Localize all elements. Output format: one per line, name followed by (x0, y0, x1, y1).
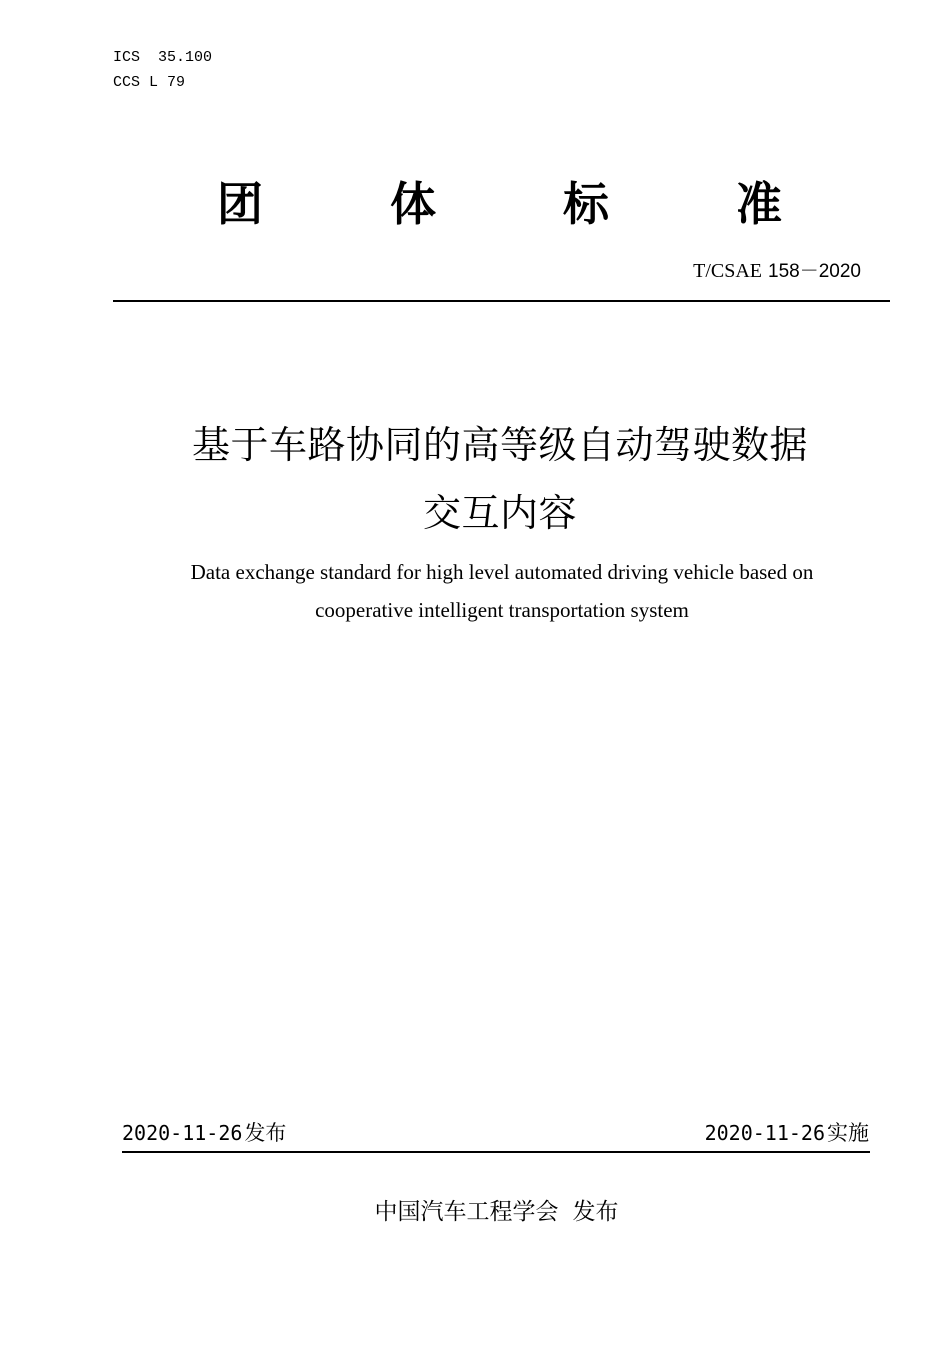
bottom-divider (122, 1151, 870, 1153)
implementation-date-value: 2020-11-26 (704, 1121, 825, 1145)
publish-date (122, 1119, 286, 1147)
chinese-title-line-2: 交互内容 (422, 491, 577, 535)
top-divider (113, 300, 890, 302)
publisher-name: 中国汽车工程学会 (374, 1199, 559, 1225)
implementation-date-label: 实施 (827, 1121, 869, 1145)
standard-number (693, 259, 861, 284)
standard-number-value: 158－2020 (768, 261, 861, 282)
publisher (0, 1196, 950, 1228)
doc-type-char: 团 (217, 177, 263, 231)
standard-number-prefix: T/CSAE (693, 260, 763, 282)
english-title-line-2: cooperative intelligent transportation system (315, 598, 689, 622)
implementation-date (705, 1119, 869, 1147)
doc-type-char: 体 (390, 177, 436, 231)
publish-date-value: 2020-11-26 (122, 1121, 243, 1145)
doc-type-char: 标 (563, 177, 609, 231)
ics-code: ICS 35.100 (113, 49, 213, 66)
publish-date-label: 发布 (244, 1121, 287, 1145)
publisher-verb: 发布 (572, 1199, 619, 1225)
english-title-line-1: Data exchange standard for high level automated driving vehicle based on (190, 560, 814, 584)
doc-type-char: 准 (736, 177, 782, 231)
document-type-heading (0, 176, 950, 232)
chinese-title-line-1: 基于车路协同的高等级自动驾驶数据 (191, 423, 808, 467)
ccs-code: CCS L 79 (113, 74, 186, 91)
